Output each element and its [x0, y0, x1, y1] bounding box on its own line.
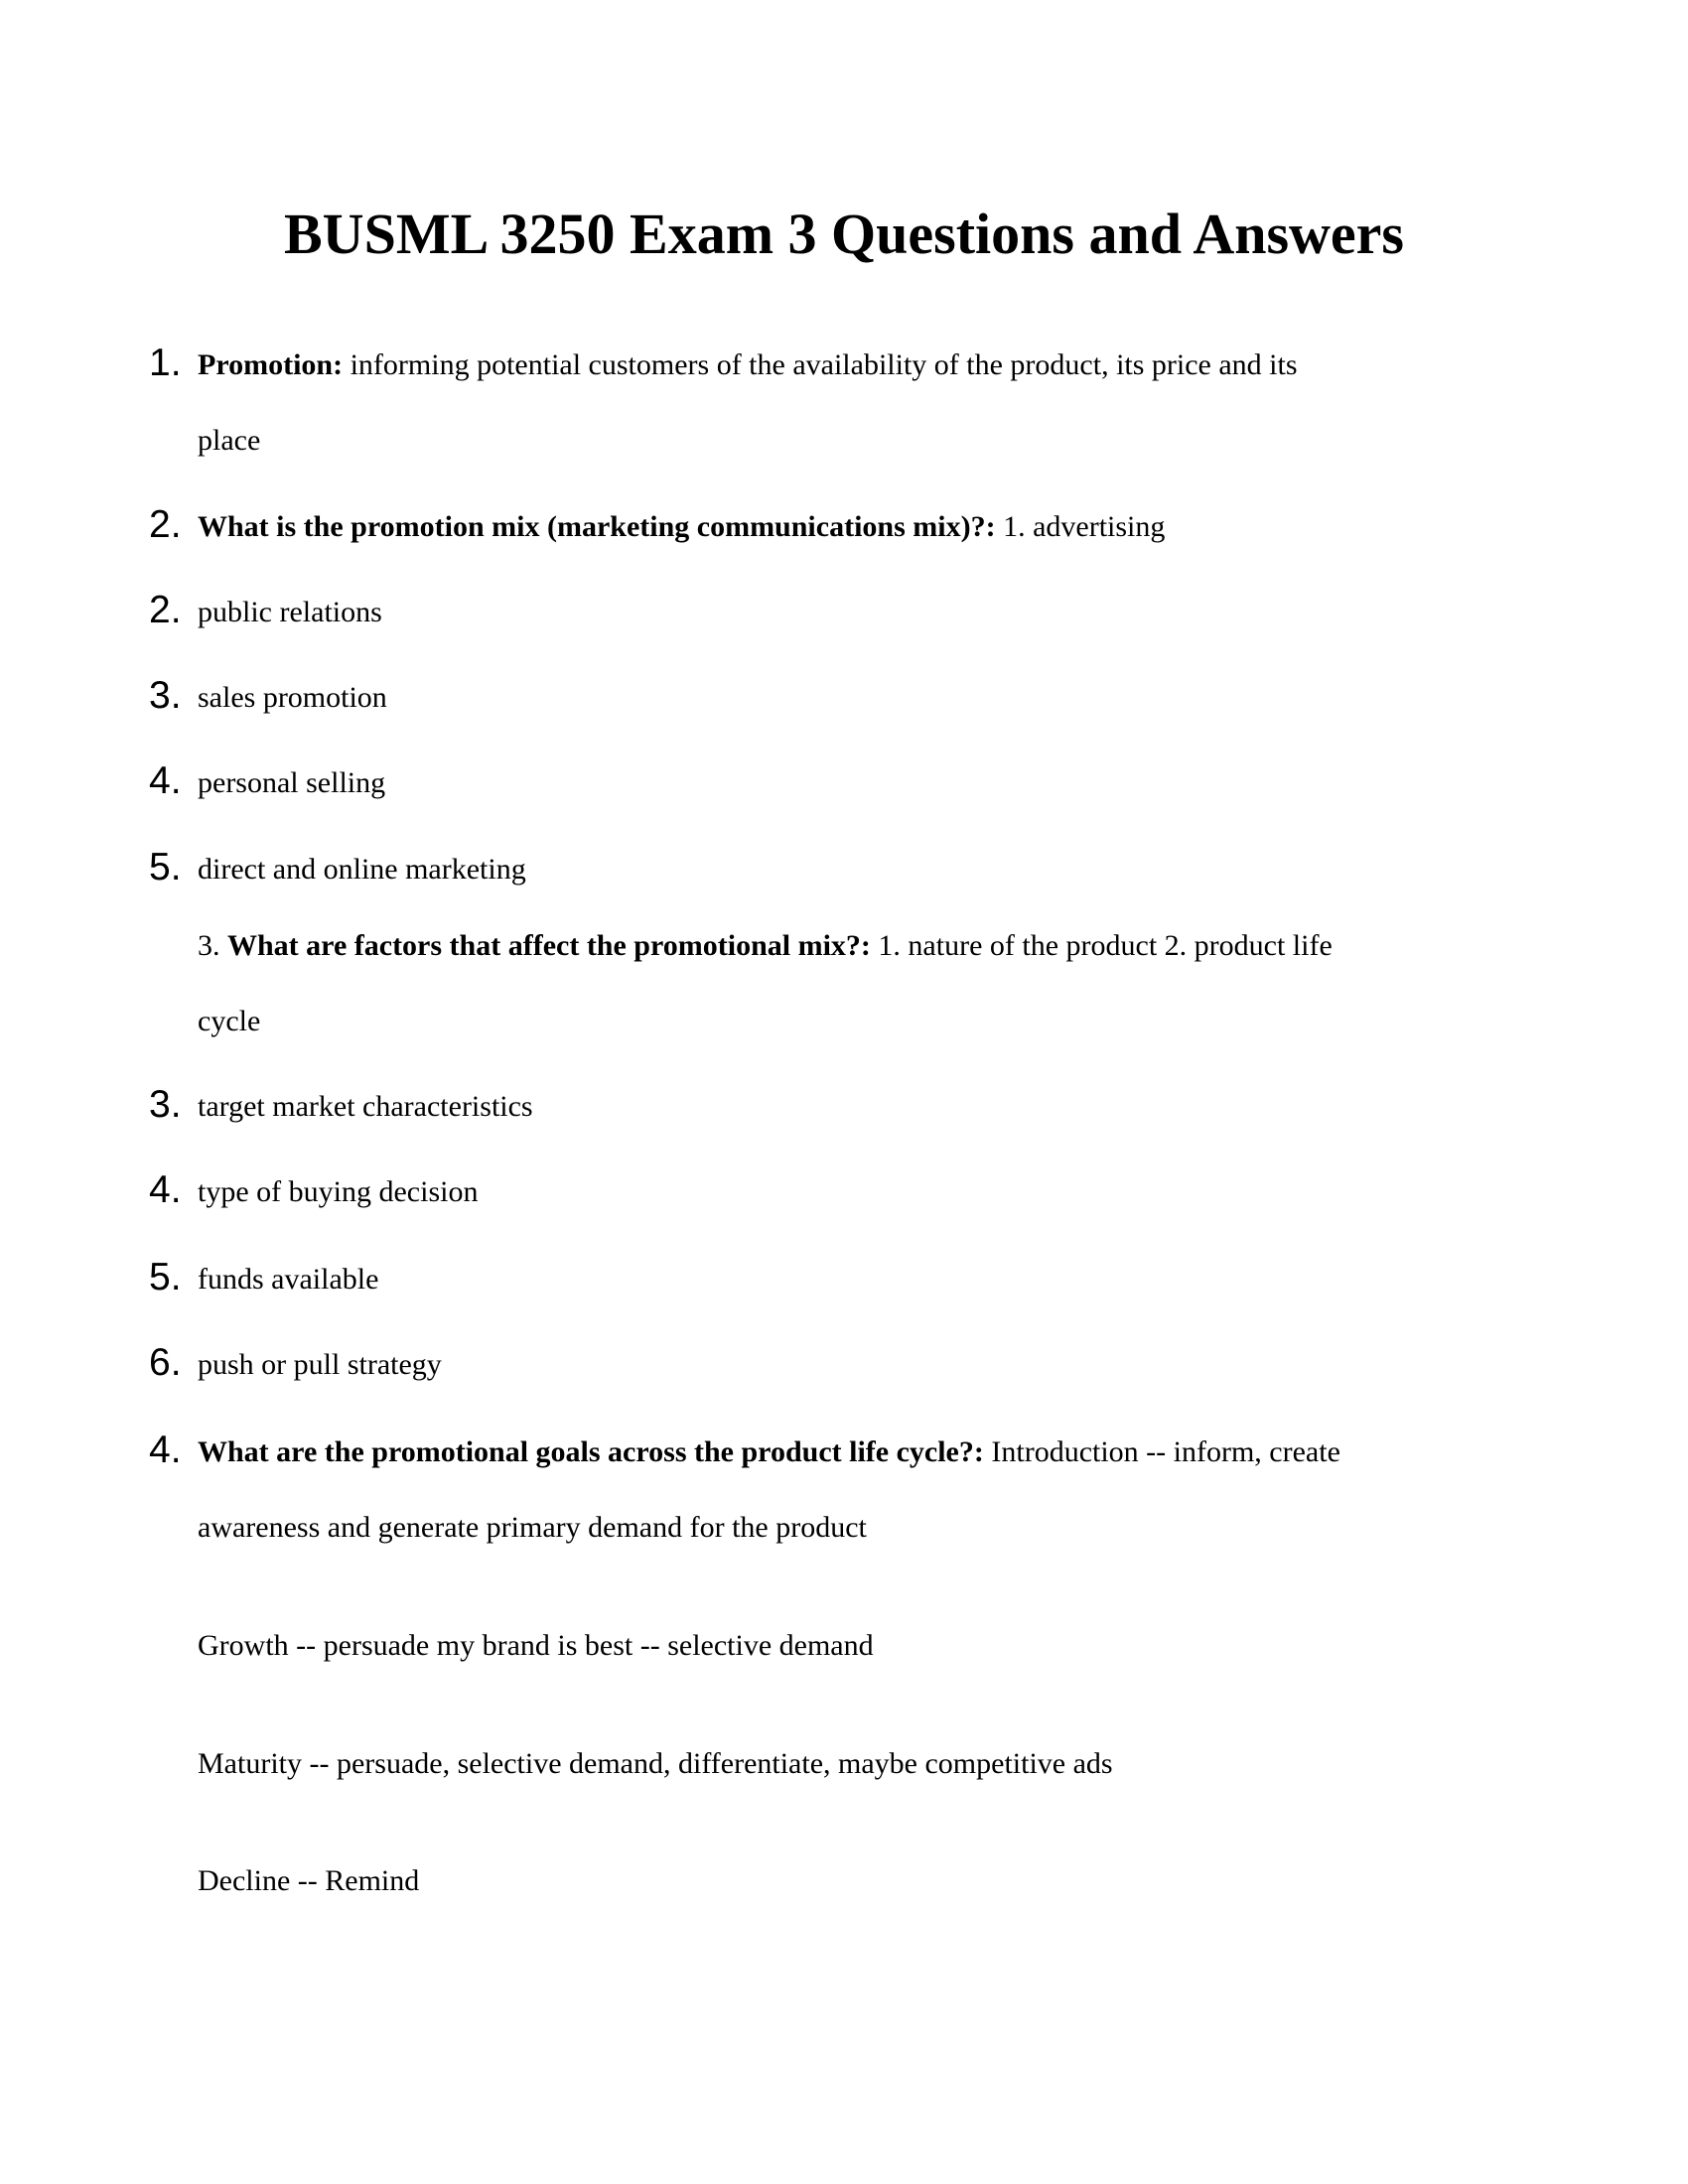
list-item [198, 1433, 1340, 1472]
answer-text: cycle [198, 1005, 261, 1037]
question-term: What are the promotional goals across the product life cycle?: [198, 1435, 984, 1468]
list-item [198, 1345, 442, 1385]
list-number: 4. [149, 1429, 182, 1471]
question-term: What is the promotion mix (marketing communications mix)?: [198, 510, 996, 543]
list-number: 2. [149, 589, 182, 631]
answer-text: personal selling [198, 766, 386, 799]
document-title: BUSML 3250 Exam 3 Questions and Answers [284, 202, 1404, 266]
list-number: 4. [149, 759, 182, 802]
answer-text: place [198, 424, 261, 457]
list-item [198, 1087, 533, 1127]
list-item [198, 1626, 874, 1666]
list-item [198, 507, 1165, 547]
list-number: 6. [149, 1341, 182, 1384]
list-item [198, 1260, 378, 1299]
list-number: 5. [149, 846, 182, 888]
list-item [198, 850, 526, 889]
list-item [198, 1744, 1113, 1784]
answer-text: target market characteristics [198, 1090, 533, 1123]
list-item [198, 421, 260, 461]
answer-text: public relations [198, 596, 382, 628]
inline-number: 3. [198, 929, 227, 962]
list-item [198, 1172, 478, 1212]
answer-text: push or pull strategy [198, 1348, 442, 1381]
answer-text: type of buying decision [198, 1175, 479, 1208]
answer-text: funds available [198, 1263, 379, 1296]
list-number: 4. [149, 1168, 182, 1211]
list-number: 3. [149, 674, 182, 717]
answer-text: informing potential customers of the availability of the product, its price and its [343, 348, 1298, 381]
list-item [198, 1861, 419, 1901]
list-number: 5. [149, 1256, 182, 1298]
list-item [198, 926, 1333, 966]
list-item [198, 1508, 867, 1548]
answer-text: sales promotion [198, 681, 387, 714]
question-term: Promotion: [198, 348, 344, 381]
answer-text: 1. advertising [995, 510, 1166, 543]
list-number: 3. [149, 1083, 182, 1126]
list-item [198, 763, 385, 803]
list-item [198, 1002, 260, 1041]
answer-text: Introduction -- inform, create [983, 1435, 1340, 1468]
answer-text: Decline -- Remind [198, 1864, 420, 1897]
answer-text: Growth -- persuade my brand is best -- selective demand [198, 1629, 874, 1662]
answer-text: 1. nature of the product 2. product life [870, 929, 1333, 962]
list-item [198, 593, 382, 632]
answer-text: Maturity -- persuade, selective demand, differentiate, maybe competitive ads [198, 1747, 1113, 1780]
list-item [198, 345, 1298, 385]
list-item [198, 678, 387, 718]
list-number: 1. [149, 341, 182, 384]
list-number: 2. [149, 503, 182, 546]
question-term: What are factors that affect the promotional mix?: [227, 929, 871, 962]
answer-text: direct and online marketing [198, 853, 526, 886]
answer-text: awareness and generate primary demand for the product [198, 1511, 867, 1544]
